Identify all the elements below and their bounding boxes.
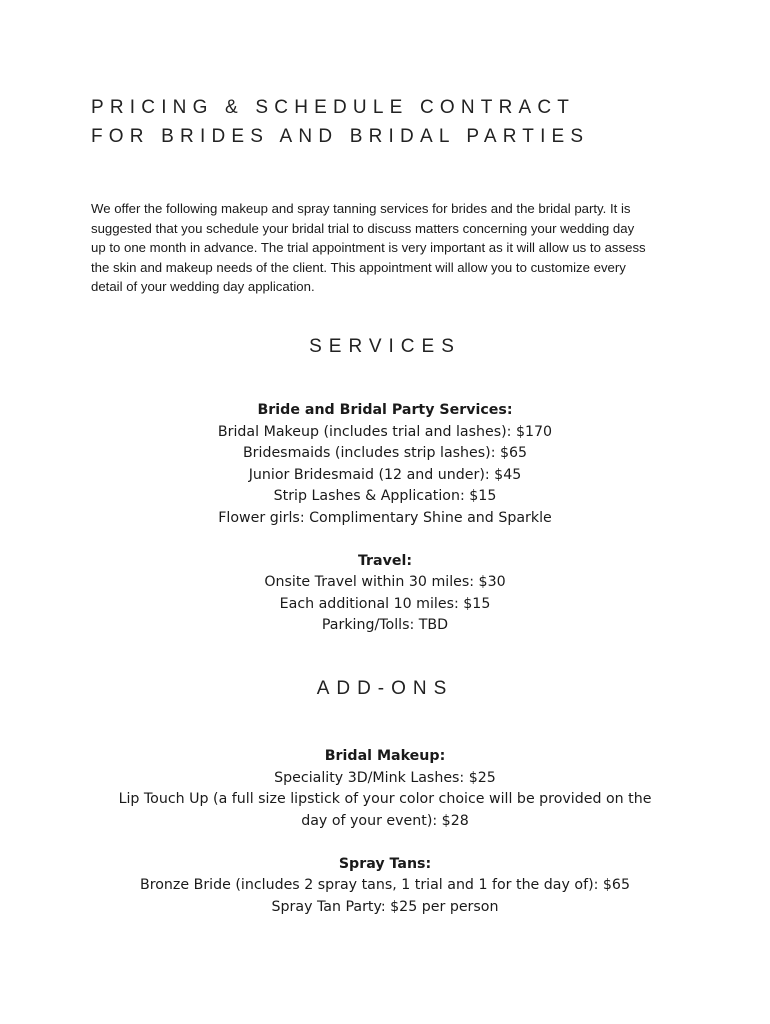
- document-title: [91, 93, 711, 151]
- bridal-makeup-label: Bridal Makeup:: [324, 748, 446, 764]
- intro-line: We offer the following makeup and spray tanning services for brides and the bridal party. It is: [91, 201, 631, 216]
- intro-line: up to one month in advance. The trial appointment is very important as it will allow us to assess: [91, 240, 646, 256]
- bridal-party-services-label: Bride and Bridal Party Services:: [257, 402, 513, 418]
- travel-item: Parking/Tolls: TBD: [321, 617, 449, 633]
- spray-tan-item: Bronze Bride (includes 2 spray tans, 1 trial and 1 for the day of): $65: [140, 877, 630, 893]
- addon-item: day of your event): $28: [301, 812, 469, 829]
- service-item: Bridesmaids (includes strip lashes): $65: [242, 445, 528, 461]
- addon-item: Speciality 3D/Mink Lashes: $25: [274, 769, 496, 786]
- service-item: Strip Lashes & Application: $15: [273, 488, 497, 504]
- addons-heading: ADD-ONS: [316, 678, 454, 699]
- intro-line: the skin and makeup needs of the client. This appointment will allow you to customize every: [91, 259, 626, 275]
- service-item: Flower girls: Complimentary Shine and Sparkle: [218, 509, 552, 526]
- service-item: Junior Bridesmaid (12 and under): $45: [248, 466, 522, 483]
- addon-item: Lip Touch Up (a full size lipstick of your color choice will be provided on the: [118, 791, 652, 807]
- travel-label: Travel:: [357, 552, 413, 569]
- intro-line: detail of your wedding day application.: [91, 279, 315, 295]
- services-heading: SERVICES: [309, 336, 461, 357]
- spray-tan-item: Spray Tan Party: $25 per person: [271, 898, 499, 915]
- title-line-2: FOR BRIDES AND BRIDAL PARTIES: [91, 126, 590, 147]
- travel-item: Each additional 10 miles: $15: [279, 595, 491, 612]
- service-item: Bridal Makeup (includes trial and lashes): $170: [217, 423, 553, 440]
- title-line-1: PRICING & SCHEDULE CONTRACT: [91, 97, 576, 118]
- spray-tans-label: Spray Tans:: [338, 855, 432, 872]
- travel-item: Onsite Travel within 30 miles: $30: [264, 574, 506, 590]
- addons-list: [60, 746, 710, 918]
- intro-line: suggested that you schedule your bridal trial to discuss matters concerning your wedding day: [91, 220, 635, 236]
- services-list: [60, 400, 710, 637]
- intro-paragraph: [91, 199, 691, 297]
